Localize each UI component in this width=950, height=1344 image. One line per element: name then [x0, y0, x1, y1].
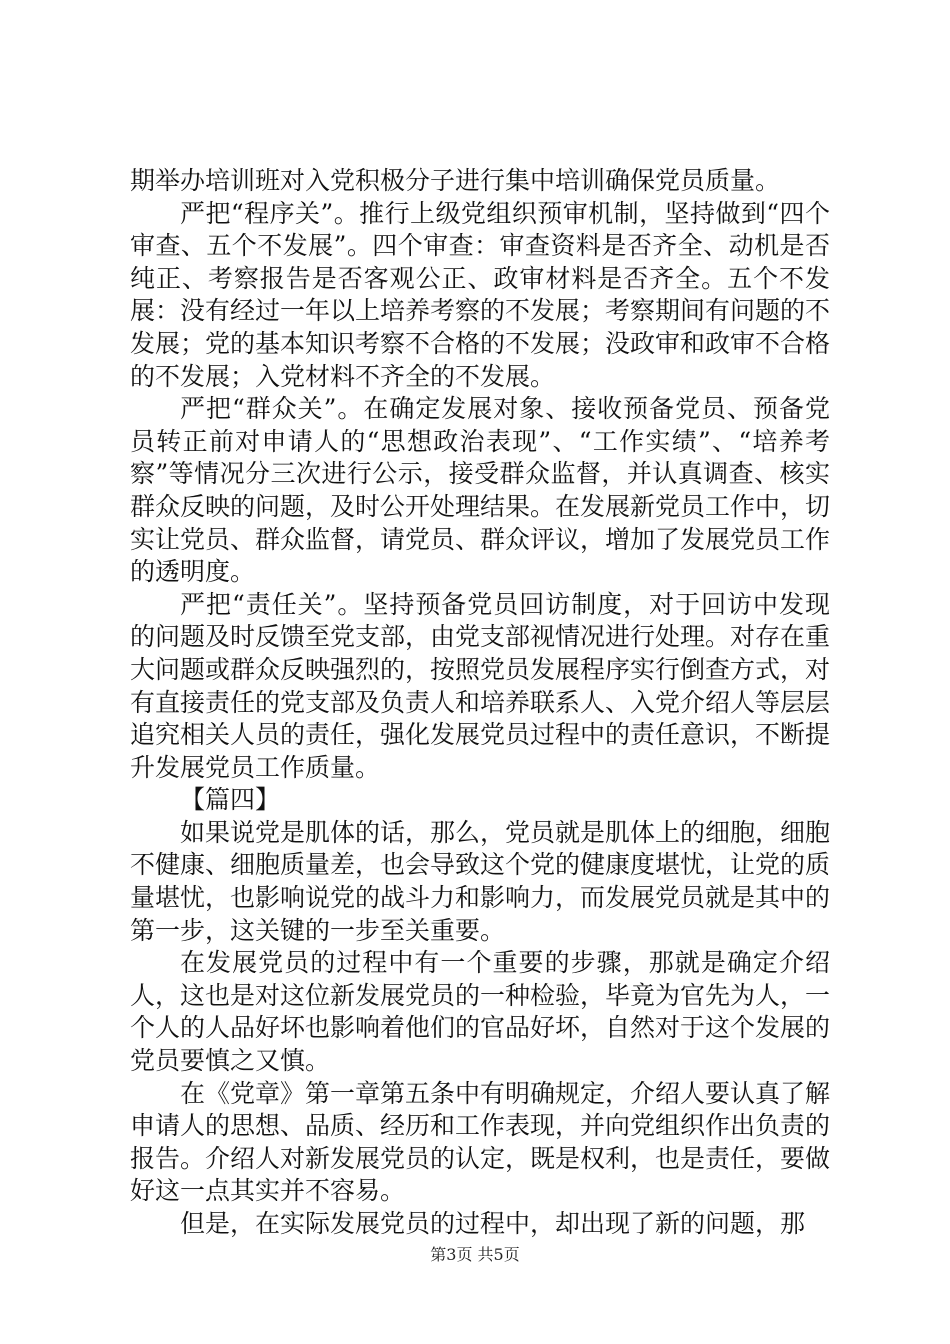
paragraph-procedure-check: 严把“程序关”。推行上级党组织预审机制，坚持做到“四个审查、五个不发展”。四个审查：审查资料是否齐全、动机是否纯正、考察报告是否客观公正、政审材料是否齐全。五个不发展：没有经过一年以上培养考察的不发展；考察期间有问题的不发展；党的基本知识考察不合格的不发展；没政审和政审不合格的不发展；入党材料不齐全的不发展。: [130, 198, 831, 391]
paragraph-body-cell-metaphor: 如果说党是肌体的话，那么，党员就是肌体上的细胞，细胞不健康、细胞质量差，也会导致这个党的健康度堪忧，让党的质量堪忧，也影响说党的战斗力和影响力，而发展党员就是其中的第一步，这关键的一步至关重要。: [130, 817, 831, 945]
section-heading-part-four: 【篇四】: [180, 785, 281, 815]
page-number-footer: 第3页 共5页: [430, 1245, 520, 1264]
paragraph-continuation: 期举办培训班对入党积极分子进行集中培训确保党员质量。: [130, 166, 781, 195]
paragraph-new-problems: 但是，在实际发展党员的过程中，却出现了新的问题，那: [180, 1209, 806, 1238]
paragraph-masses-check: 严把“群众关”。在确定发展对象、接收预备党员、预备党员转正前对申请人的“思想政治表现”、“工作实绩”、“培养考察”等情况分三次进行公示，接受群众监督，并认真调查、核实群众反映的问题，及时公开处理结果。在发展新党员工作中，切实让党员、群众监督，请党员、群众评议，增加了发展党员工作的透明度。: [130, 394, 831, 587]
paragraph-responsibility-check: 严把“责任关”。坚持预备党员回访制度，对于回访中发现的问题及时反馈至党支部，由党支部视情况进行处理。对存在重大问题或群众反映强烈的，按照党员发展程序实行倒查方式，对有直接责任的党支部及负责人和培养联系人、入党介绍人等层层追究相关人员的责任，强化发展党员过程中的责任意识，不断提升发展党员工作质量。: [130, 589, 831, 782]
document-body: [130, 165, 830, 1241]
paragraph-party-constitution: 在《党章》第一章第五条中有明确规定，介绍人要认真了解申请人的思想、品质、经历和工作表现，并向党组织作出负责的报告。介绍人对新发展党员的认定，既是权利，也是责任，要做好这一点其实并不容易。: [130, 1078, 831, 1206]
paragraph-introducer-step: 在发展党员的过程中有一个重要的步骤，那就是确定介绍人，这也是对这位新发展党员的一种检验，毕竟为官先为人，一个人的人品好坏也影响着他们的官品好坏，自然对于这个发展的党员要慎之又慎。: [130, 948, 831, 1076]
